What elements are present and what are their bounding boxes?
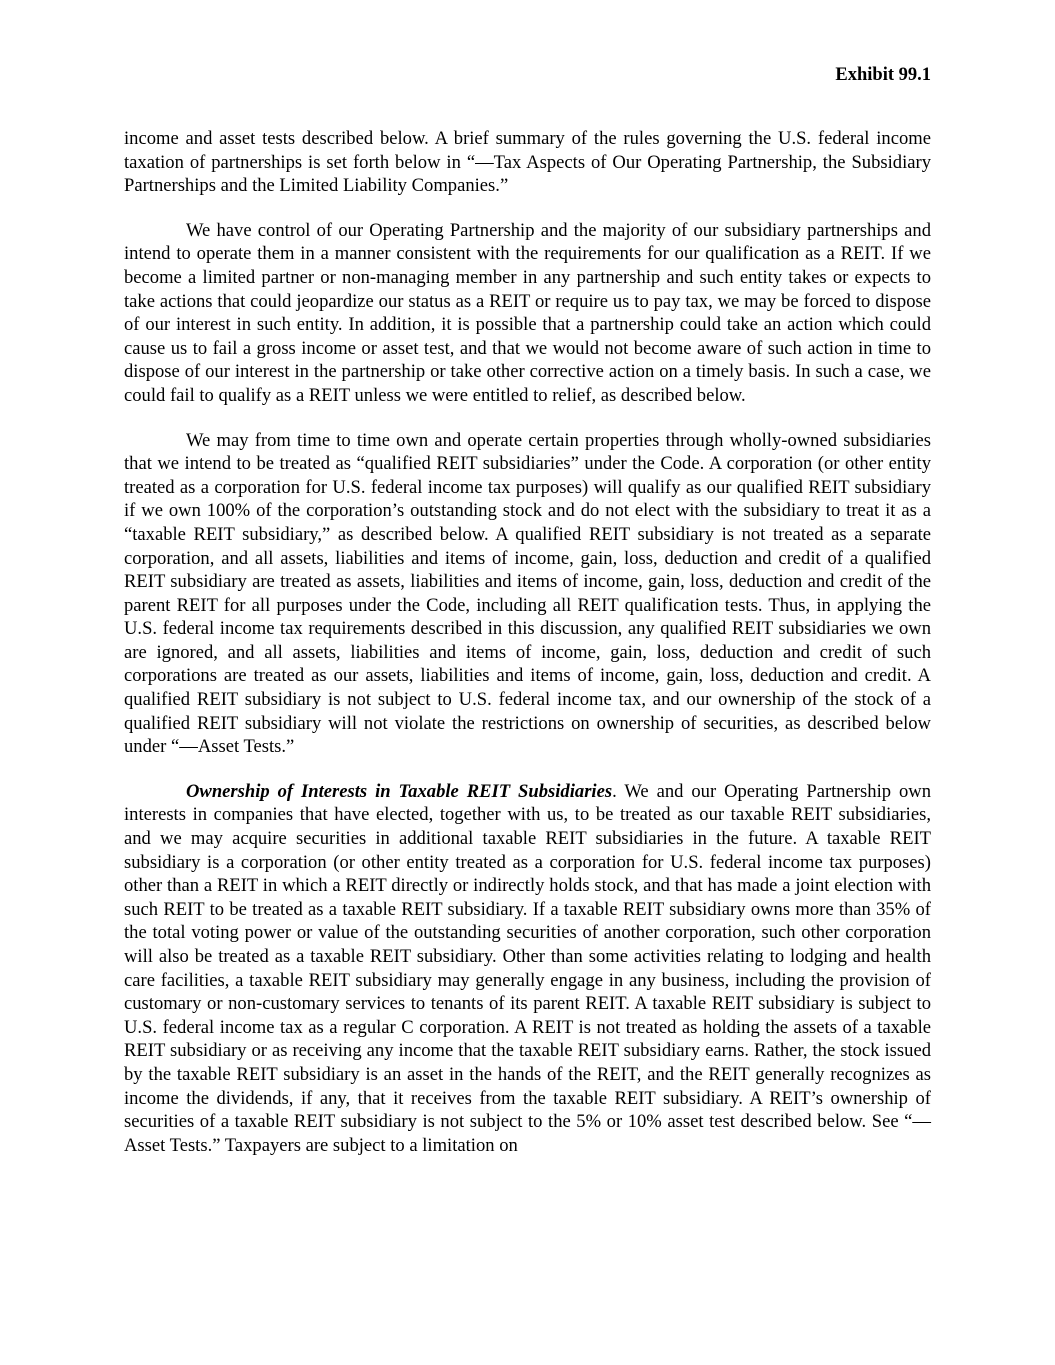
paragraph-2: We have control of our Operating Partnership and the majority of our subsidiary partnerships and intend to operate them in a manner consistent with the requirements for our qualification as a REIT. If we become a limited partner or non-managing member in any partnership and such entity takes or expects to take actions that could jeopardize our status as a REIT or require us to pay tax, we may be forced to dispose of our interest in such entity. In addition, it is possible that a partnership could take an action which could cause us to fail a gross income or asset test, and that we would not become aware of such action in time to dispose of our interest in the partnership or take other corrective action on a timely basis. In such a case, we could fail to qualify as a REIT unless we were entitled to relief, as described below. xyxy=(124,219,931,406)
paragraph-4-text: . We and our Operating Partnership own interests in companies that have elected, together with us, to be treated as our taxable REIT subsidiaries, and we may acquire securities in additional taxable REIT subsidiaries in the future. A taxable REIT subsidiary is a corporation (or other entity treated as a corporation for U.S. federal income tax purposes) other than a REIT in which a REIT directly or indirectly holds stock, and that has made a joint election with such REIT to be treated as a taxable REIT subsidiary. If a taxable REIT subsidiary owns more than 35% of the total voting power or value of the outstanding securities of another corporation, such other corporation will also be treated as a taxable REIT subsidiary. Other than some activities relating to lodging and health care facilities, a taxable REIT subsidiary may generally engage in any business, including the provision of customary or non-customary services to tenants of its parent REIT. A taxable REIT subsidiary is subject to U.S. federal income tax as a regular C corporation. A REIT is not treated as holding the assets of a taxable REIT subsidiary or as receiving any income that the taxable REIT subsidiary earns. Rather, the stock issued by the taxable REIT subsidiary is an asset in the hands of the REIT, and the REIT generally recognizes as income the dividends, if any, that it receives from the taxable REIT subsidiary. A REIT’s ownership of securities of a taxable REIT subsidiary is not subject to the 5% or 10% asset test described below. See “—Asset Tests.” Taxpayers are subject to a limitation on xyxy=(124,780,931,1156)
paragraph-3: We may from time to time own and operate certain properties through wholly-owned subsidiaries that we intend to be treated as “qualified REIT subsidiaries” under the Code. A corporation (or other entity treated as a corporation for U.S. federal income tax purposes) will qualify as our qualified REIT subsidiary if we own 100% of the corporation’s outstanding stock and do not elect with the subsidiary to treat it as a “taxable REIT subsidiary,” as described below. A qualified REIT subsidiary is not treated as a separate corporation, and all assets, liabilities and items of income, gain, loss, deduction and credit of a qualified REIT subsidiary are treated as assets, liabilities and items of income, gain, loss, deduction and credit of the parent REIT for all purposes under the Code, including all REIT qualification tests. Thus, in applying the U.S. federal income tax requirements described in this discussion, any qualified REIT subsidiaries we own are ignored, and all assets, liabilities and items of income, gain, loss, deduction and credit of such corporations are treated as our assets, liabilities and items of income, gain, loss, deduction and credit. A qualified REIT subsidiary is not subject to U.S. federal income tax, and our ownership of the stock of a qualified REIT subsidiary will not violate the restrictions on ownership of securities, as described below under “—Asset Tests.” xyxy=(124,429,931,758)
paragraph-4-heading: Ownership of Interests in Taxable REIT Subsidiaries xyxy=(186,780,613,802)
document-body xyxy=(124,127,931,1178)
paragraph-4 xyxy=(124,780,931,1158)
paragraph-1: income and asset tests described below. A brief summary of the rules governing the U.S. federal income taxation of partnerships is set forth below in “—Tax Aspects of Our Operating Partnership, the Subsidiary Partnerships and the Limited Liability Companies.” xyxy=(124,128,931,197)
exhibit-label: Exhibit 99.1 xyxy=(835,65,931,85)
